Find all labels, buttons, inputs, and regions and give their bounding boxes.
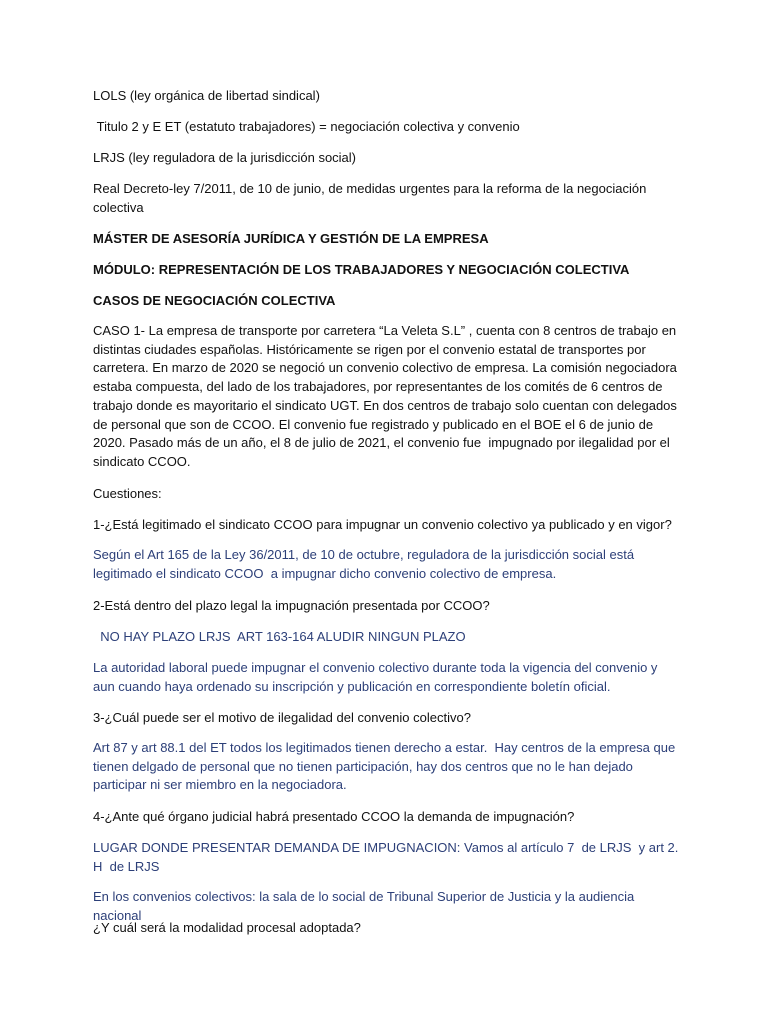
cuestiones-label: Cuestiones: <box>93 486 162 501</box>
question-4: 4-¿Ante qué órgano judicial habrá presentado CCOO la demanda de impugnación? <box>93 809 575 824</box>
answer-4: En los convenios colectivos: la sala de lo social de Tribunal Superior de Justicia y la audiencia nacional <box>93 889 638 923</box>
law-line-lols: LOLS (ley orgánica de libertad sindical) <box>93 88 320 103</box>
answer-2-note: NO HAY PLAZO LRJS ART 163-164 ALUDIR NINGUN PLAZO <box>93 629 466 644</box>
law-line-real-decreto: Real Decreto-ley 7/2011, de 10 de junio, de medidas urgentes para la reforma de la negociación colectiva <box>93 181 650 215</box>
answer-1: Según el Art 165 de la Ley 36/2011, de 10 de octubre, reguladora de la jurisdicción social está legitimado el sindicato CCOO a impugnar dicho convenio colectivo de empresa. <box>93 547 638 581</box>
answer-4-note: LUGAR DONDE PRESENTAR DEMANDA DE IMPUGNACION: Vamos al artículo 7 de LRJS y art 2. H de LRJS <box>93 840 683 874</box>
heading-master: MÁSTER DE ASESORÍA JURÍDICA Y GESTIÓN DE LA EMPRESA <box>93 231 489 246</box>
question-3: 3-¿Cuál puede ser el motivo de ilegalidad del convenio colectivo? <box>93 710 471 725</box>
question-2: 2-Está dentro del plazo legal la impugnación presentada por CCOO? <box>93 598 490 613</box>
answer-2: La autoridad laboral puede impugnar el convenio colectivo durante toda la vigencia del convenio y aun cuando haya ordenado su inscripción y publicación en correspondiente boletín oficial. <box>93 660 662 694</box>
heading-modulo: MÓDULO: REPRESENTACIÓN DE LOS TRABAJADORES Y NEGOCIACIÓN COLECTIVA <box>93 262 630 277</box>
question-1: 1-¿Está legitimado el sindicato CCOO para impugnar un convenio colectivo ya publicado y en vigor? <box>93 517 672 532</box>
answer-3: Art 87 y art 88.1 del ET todos los legitimados tienen derecho a estar. Hay centros de la empresa que tienen delgado de personal que no tienen participación, hay dos centros que no le han dejado participar ni ser miembro en la negociadora. <box>93 740 679 793</box>
caso-1-paragraph: CASO 1- La empresa de transporte por carretera “La Veleta S.L” , cuenta con 8 centros de trabajo en distintas ciudades españolas. Históricamente se rigen por el convenio estatal de transportes por carretera. En marzo de 2020 se negoció un convenio colectivo de empresa. La comisión negociadora estaba compuesta, del lado de los trabajadores, por representantes de los comités de 6 centros de trabajo donde es mayoritario el sindicato UGT. En dos centros de trabajo solo cuentan con delegados de personal que son de CCOO. El convenio fue registrado y publicado en el BOE el 6 de junio de 2020. Pasado más de un año, el 8 de julio de 2021, el convenio fue impugnado por ilegalidad por el sindicato CCOO. <box>93 323 681 469</box>
question-5: ¿Y cuál será la modalidad procesal adoptada? <box>93 920 361 935</box>
law-line-titulo: Titulo 2 y E ET (estatuto trabajadores) = negociación colectiva y convenio <box>93 119 520 134</box>
law-line-lrjs: LRJS (ley reguladora de la jurisdicción social) <box>93 150 357 165</box>
heading-casos: CASOS DE NEGOCIACIÓN COLECTIVA <box>93 293 336 308</box>
